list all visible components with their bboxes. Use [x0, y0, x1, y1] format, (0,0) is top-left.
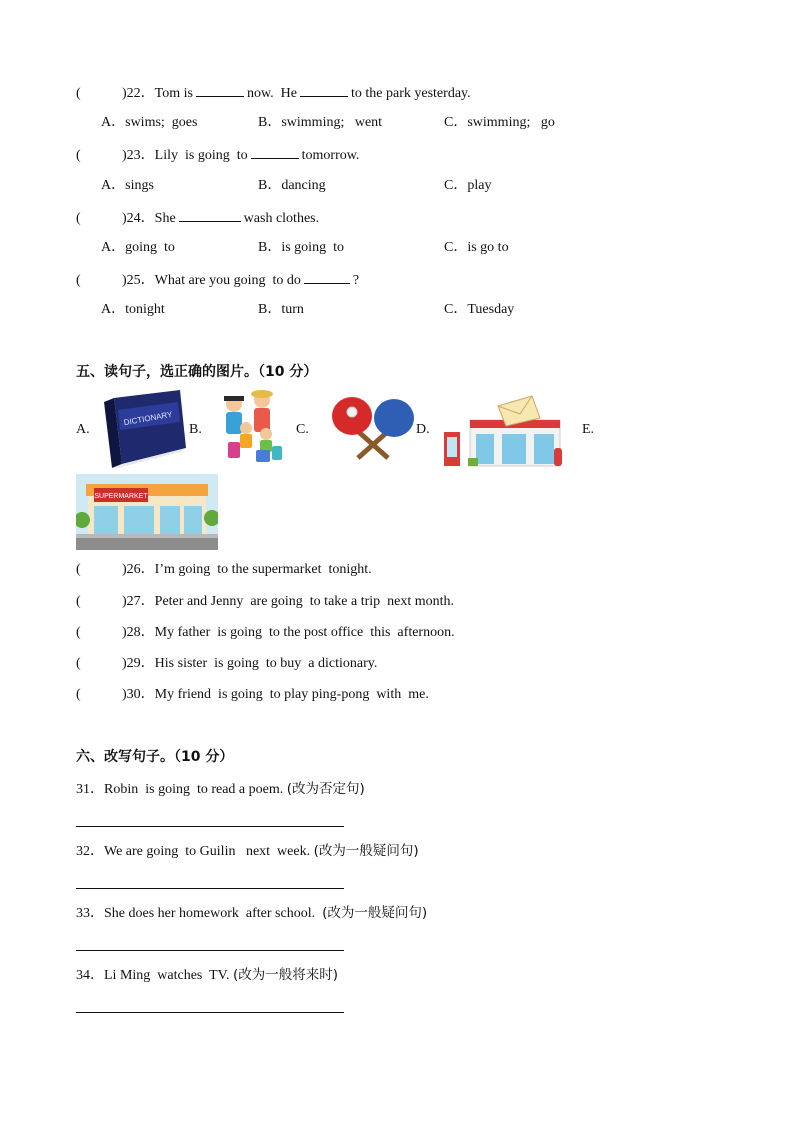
picture-label-e: E.: [582, 422, 595, 437]
answer-paren[interactable]: (: [76, 594, 81, 609]
answer-paren[interactable]: (: [76, 273, 81, 288]
family-trip-picture[interactable]: [212, 388, 286, 464]
question-number: 25: [126, 273, 141, 288]
option-c[interactable]: C．play: [444, 178, 492, 193]
answer-line-33[interactable]: [76, 950, 344, 951]
option-a[interactable]: A．sings: [101, 178, 154, 193]
fill-blank[interactable]: [196, 82, 244, 97]
option-a[interactable]: A．going to: [101, 240, 175, 255]
dictionary-picture[interactable]: [96, 388, 190, 470]
question-24: ( )24．She wash clothes.: [76, 207, 319, 229]
question-34: 34．Li Ming watches TV. (改为一般将来时): [76, 967, 339, 983]
option-c[interactable]: C．swimming; go: [444, 115, 555, 130]
question-32: 32．We are going to Guilin next week. (改为一般疑问句): [76, 843, 419, 859]
question-text: ?: [352, 273, 360, 288]
question-31: 31．Robin is going to read a poem. (改为否定句): [76, 781, 365, 797]
question-text: She: [154, 211, 176, 226]
picture-label-a: A.: [76, 422, 90, 437]
answer-line-32[interactable]: [76, 888, 344, 889]
option-c[interactable]: C．Tuesday: [444, 302, 515, 317]
options-22: [101, 113, 701, 133]
option-b[interactable]: B．dancing: [258, 178, 326, 193]
question-text: tomorrow.: [301, 148, 360, 163]
question-29: ( )29．His sister is going to buy a dictionary.: [76, 654, 377, 674]
options-23: [101, 176, 701, 196]
question-text: Tom is: [154, 86, 193, 101]
answer-line-31[interactable]: [76, 826, 344, 827]
question-text: Lily is going to: [154, 148, 248, 163]
section-6-title: 六、改写句子。（10 分）: [76, 749, 234, 765]
question-number: 24: [126, 211, 141, 226]
supermarket-picture[interactable]: [76, 474, 218, 550]
answer-paren[interactable]: (: [76, 86, 81, 101]
question-33: 33．She does her homework after school. (改为一般疑问句): [76, 905, 428, 921]
answer-paren[interactable]: (: [76, 687, 81, 702]
ping-pong-picture[interactable]: [330, 396, 416, 462]
answer-line-34[interactable]: [76, 1012, 344, 1013]
option-a[interactable]: A．swims; goes: [101, 115, 198, 130]
option-b[interactable]: B．is going to: [258, 240, 344, 255]
question-number: 22: [126, 86, 141, 101]
dictionary-cover-text: DICTIONARY: [123, 409, 174, 428]
question-text: now. He: [246, 86, 298, 101]
question-25: ( )25．What are you going to do ?: [76, 269, 359, 291]
question-26: ( )26．I’m going to the supermarket tonight.: [76, 560, 372, 580]
options-25: [101, 300, 701, 320]
question-27: ( )27．Peter and Jenny are going to take a trip next month.: [76, 592, 454, 612]
option-b[interactable]: B．turn: [258, 302, 304, 317]
option-c[interactable]: C．is go to: [444, 240, 509, 255]
options-24: [101, 238, 701, 258]
picture-label-d: D.: [416, 422, 430, 437]
question-23: ( )23．Lily is going to tomorrow.: [76, 144, 359, 166]
supermarket-sign-text: SUPERMARKET: [94, 493, 148, 500]
fill-blank[interactable]: [179, 207, 241, 222]
question-number: 23: [126, 148, 141, 163]
question-22: ( )22．Tom is now. He to the park yesterday.: [76, 82, 471, 104]
fill-blank[interactable]: [300, 82, 348, 97]
question-text: What are you going to do: [154, 273, 301, 288]
post-office-picture[interactable]: [440, 392, 576, 470]
question-text: to the park yesterday.: [351, 86, 471, 101]
fill-blank[interactable]: [304, 269, 350, 284]
picture-label-c: C.: [296, 422, 309, 437]
answer-paren[interactable]: (: [76, 148, 81, 163]
answer-paren[interactable]: (: [76, 625, 81, 640]
section-5-title: 五、读句子，选正确的图片。（10 分）: [76, 364, 318, 380]
option-a[interactable]: A．tonight: [101, 302, 165, 317]
question-28: ( )28．My father is going to the post office this afternoon.: [76, 623, 455, 643]
answer-paren[interactable]: (: [76, 656, 81, 671]
question-text: wash clothes.: [243, 211, 320, 226]
picture-label-b: B.: [189, 422, 202, 437]
option-b[interactable]: B．swimming; went: [258, 115, 383, 130]
fill-blank[interactable]: [251, 144, 299, 159]
answer-paren[interactable]: (: [76, 211, 81, 226]
answer-paren[interactable]: (: [76, 562, 81, 577]
question-30: ( )30．My friend is going to play ping-pong with me.: [76, 685, 429, 705]
